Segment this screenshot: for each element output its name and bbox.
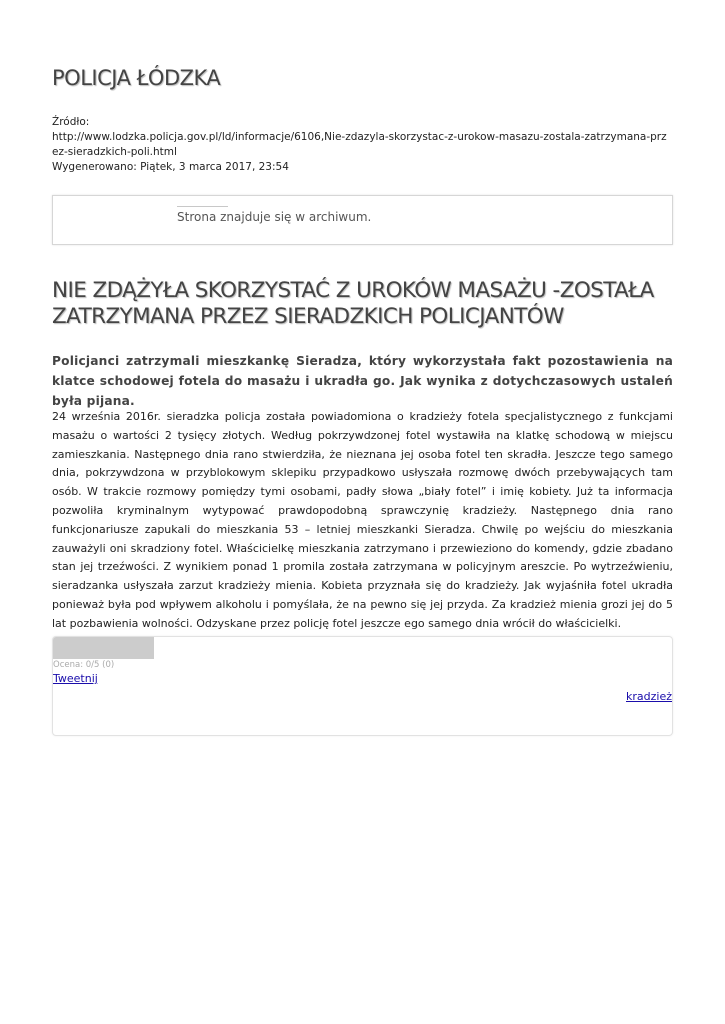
source-meta bbox=[52, 115, 673, 175]
tag-link-kradziez[interactable]: kradzież bbox=[626, 690, 672, 703]
archive-notice-box bbox=[52, 195, 673, 245]
site-title: POLICJA ŁÓDZKA bbox=[52, 66, 221, 90]
article-lead: Policjanci zatrzymali mieszkankę Sieradza, który wykorzystała fakt pozostawienia na klatce schodowej fotela do masażu i ukradła go. Jak wynika z dotychczasowych ustaleń była pijana. bbox=[52, 354, 673, 408]
archive-notice: Strona znajduje się w archiwum. bbox=[177, 210, 372, 224]
source-label: Źródło: bbox=[52, 116, 90, 128]
generated-date: Wygenerowano: Piątek, 3 marca 2017, 23:54 bbox=[52, 161, 289, 173]
rating-text: Ocena: 0/5 (0) bbox=[53, 660, 115, 670]
article-body: 24 września 2016r. sieradzka policja została powiadomiona o kradzieży fotela specjalistycznego z funkcjami masażu o wartości 2 tysięcy złotych. Według pokrzywdzonej fotel wystawiła na klatkę schodową w miejscu zamieszkania. Następnego dnia rano stwierdziła, że nieznana jej osoba fotel ten skradła. Jeszcze tego samego dnia, pokrzywdzona w przyblokowym sklepiku przypadkowo usłyszała rozmowę dwóch przebywających tam osób. W trakcie rozmowy pomiędzy tymi osobami, padły słowa „biały fotel” i imię kobiety. Już ta informacja pozwoliła kryminalnym wytypować prawdopodobną sprawczynię kradzieży. Następnego dnia rano funkcjonariusze zapukali do mieszkania 53 – letniej mieszkanki Sieradza. Chwilę po wejściu do mieszkania zauważyli oni skradziony fotel. Właścicielkę mieszkania zatrzymano i przewieziono do komendy, gdzie zbadano stan jej trzeźwości. Z wynikiem ponad 1 promila została zatrzymana w policyjnym areszcie. Po wytrzeźwieniu, sieradzanka usłyszała zarzut kradzieży mienia. Kobieta przyznała się do kradzieży. Jak wyjaśniła fotel ukradła ponieważ była pod wpływem alkoholu i pomyślała, że na pewno się jej przyda. Za kradzież mienia grozi jej do 5 lat pozbawienia wolności. Odzyskane przez policję fotel jeszcze ego samego dnia wrócił do właścicielki. bbox=[52, 410, 673, 630]
rating-stars[interactable] bbox=[53, 637, 154, 659]
archive-divider bbox=[177, 206, 228, 207]
article-footer bbox=[52, 636, 673, 736]
tweet-link[interactable]: Tweetnij bbox=[53, 672, 98, 685]
article-title: NIE ZDĄŻYŁA SKORZYSTAĆ Z UROKÓW MASAŻU -ZOSTAŁA ZATRZYMANA PRZEZ SIERADZKICH POLICJANTÓW bbox=[52, 278, 654, 329]
source-url: http://www.lodzka.policja.gov.pl/ld/informacje/6106,Nie-zdazyla-skorzystac-z-urokow-masazu-zostala-zatrzymana-przez-sieradzkich-poli.html bbox=[52, 131, 667, 158]
